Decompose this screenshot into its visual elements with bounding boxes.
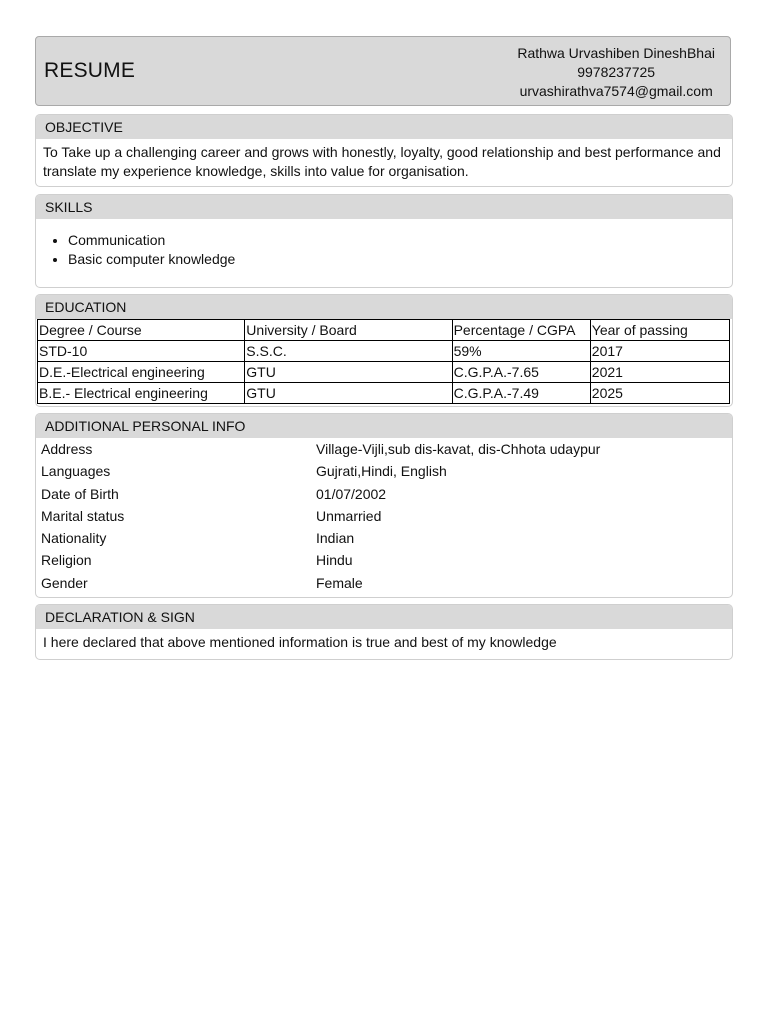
info-row-dob [36, 483, 732, 505]
candidate-email: urvashirathva7574@gmail.com [519, 83, 713, 99]
skill-item: • Basic computer knowledge [68, 250, 732, 269]
table-cell: GTU [245, 383, 452, 404]
contact-block [517, 44, 715, 101]
info-row-gender [36, 572, 732, 594]
table-cell: GTU [245, 362, 452, 383]
candidate-name: Rathwa Urvashiben DineshBhai [517, 45, 715, 61]
skills-list [36, 231, 732, 269]
skills-heading: SKILLS [36, 195, 732, 219]
table-cell: D.E.-Electrical engineering [38, 362, 245, 383]
table-cell: B.E.- Electrical engineering [38, 383, 245, 404]
info-value: Indian [316, 530, 355, 547]
info-key: Religion [41, 552, 92, 569]
personal-info-heading: ADDITIONAL PERSONAL INFO [36, 414, 732, 438]
column-header: Degree / Course [38, 320, 245, 341]
info-key: Gender [41, 574, 88, 591]
info-value: 01/07/2002 [316, 485, 387, 502]
table-header-row [38, 320, 730, 341]
personal-info-list [36, 438, 732, 594]
candidate-phone: 9978237725 [577, 64, 656, 80]
table-row [38, 362, 730, 383]
info-row-marital-status [36, 505, 732, 527]
table-cell: 2025 [590, 383, 729, 404]
info-value: Unmarried [316, 507, 382, 524]
info-value: Hindu [316, 552, 353, 569]
table-row [38, 383, 730, 404]
education-section [35, 294, 733, 407]
table-cell: 2021 [590, 362, 729, 383]
column-header: Year of passing [590, 320, 729, 341]
info-key: Nationality [41, 530, 107, 547]
objective-section [35, 114, 733, 187]
info-value: Gujrati,Hindi, English [316, 463, 447, 480]
column-header: Percentage / CGPA [452, 320, 590, 341]
info-row-address [36, 438, 732, 460]
table-cell: 2017 [590, 341, 729, 362]
table-cell: S.S.C. [245, 341, 452, 362]
info-row-religion [36, 549, 732, 571]
declaration-heading: DECLARATION & SIGN [36, 605, 732, 629]
info-value: Village-Vijli,sub dis-kavat, dis-Chhota udaypur [316, 441, 601, 457]
table-cell: C.G.P.A.-7.65 [452, 362, 590, 383]
info-row-languages [36, 460, 732, 482]
declaration-text: I here declared that above mentioned information is true and best of my knowledge [43, 634, 557, 650]
objective-text: To Take up a challenging career and grows with honestly, loyalty, good relationship and best performance and translate my experience knowledge, skills into value for organisation. [43, 144, 721, 179]
table-cell: C.G.P.A.-7.49 [452, 383, 590, 404]
skills-section [35, 194, 733, 288]
table-row [38, 341, 730, 362]
resume-title: RESUME [44, 59, 136, 82]
skill-item: • Communication [68, 231, 732, 250]
objective-heading: OBJECTIVE [36, 115, 732, 139]
table-cell: 59% [452, 341, 590, 362]
personal-info-section [35, 413, 733, 598]
declaration-section [35, 604, 733, 660]
info-key: Address [41, 441, 93, 457]
column-header: University / Board [245, 320, 452, 341]
info-key: Languages [41, 463, 111, 480]
table-cell: STD-10 [38, 341, 245, 362]
resume-header [35, 36, 731, 106]
info-row-nationality [36, 527, 732, 549]
info-key: Marital status [41, 507, 125, 524]
education-heading: EDUCATION [36, 295, 732, 319]
education-table [37, 319, 730, 404]
info-value: Female [316, 574, 363, 591]
info-key: Date of Birth [41, 485, 119, 502]
